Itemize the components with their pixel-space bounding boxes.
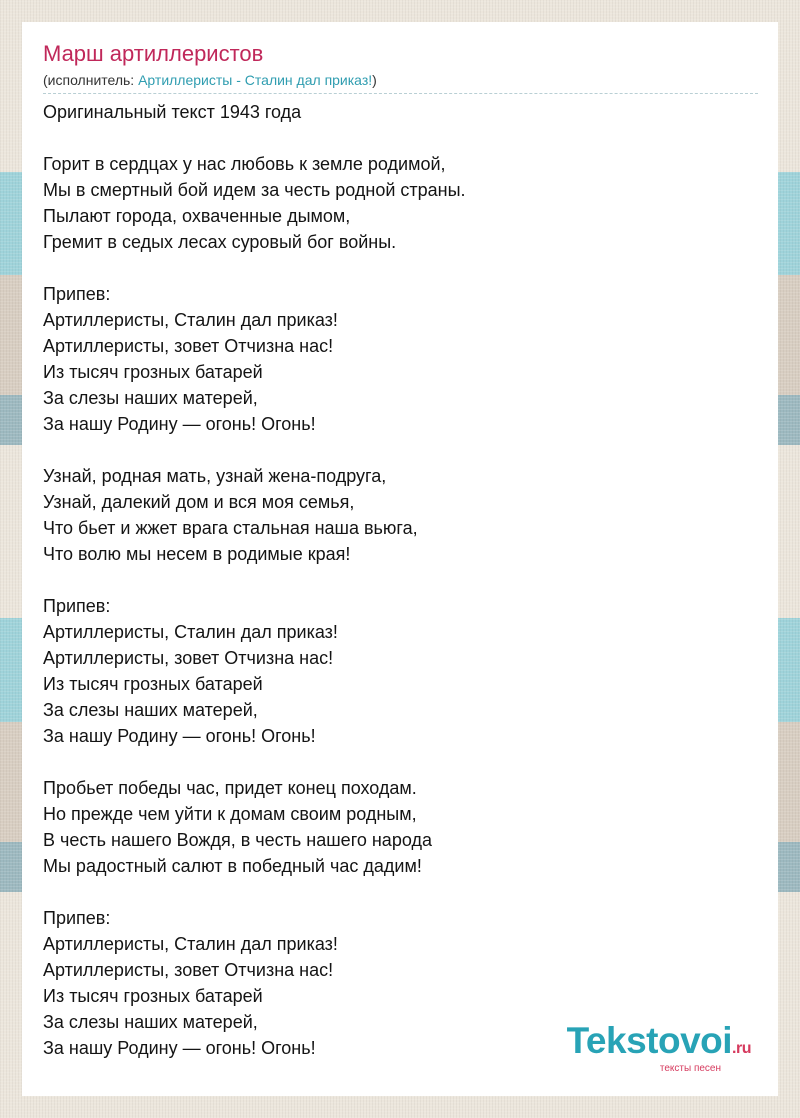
lyric-line: Из тысяч грозных батарей <box>43 362 263 382</box>
logo-main-text: Tekstovoi <box>566 1020 733 1061</box>
lyric-line: За слезы наших матерей, <box>43 388 258 408</box>
stanza-gap <box>43 749 758 775</box>
stanza-gap <box>43 125 758 151</box>
lyrics-card <box>22 22 778 1096</box>
stanza-gap <box>43 255 758 281</box>
lyric-line: За нашу Родину — огонь! Огонь! <box>43 726 316 746</box>
stanza-gap <box>43 567 758 593</box>
lyric-line: Из тысяч грозных батарей <box>43 986 263 1006</box>
header-divider <box>43 93 758 94</box>
logo-ru-text: .ru <box>732 1040 751 1057</box>
performer-suffix: ) <box>372 72 377 88</box>
stanza-gap <box>43 879 758 905</box>
lyric-line: За слезы наших матерей, <box>43 1012 258 1032</box>
lyric-line: Припев: <box>43 596 111 616</box>
lyric-line: Припев: <box>43 284 111 304</box>
lyric-line: Артиллеристы, Сталин дал приказ! <box>43 310 338 330</box>
lyric-line: Артиллеристы, Сталин дал приказ! <box>43 622 338 642</box>
stanza-gap <box>43 437 758 463</box>
lyric-line: Из тысяч грозных батарей <box>43 674 263 694</box>
lyric-line: Пылают города, охваченные дымом, <box>43 206 351 226</box>
lyric-line: Припев: <box>43 908 111 928</box>
lyric-line: В честь нашего Вождя, в честь нашего народа <box>43 830 432 850</box>
lyric-line: Узнай, родная мать, узнай жена-подруга, <box>43 466 387 486</box>
performer-link[interactable]: Артиллеристы - Сталин дал приказ! <box>138 72 373 88</box>
performer-info <box>43 70 758 90</box>
lyrics-text <box>43 99 758 1061</box>
lyric-line: Артиллеристы, зовет Отчизна нас! <box>43 648 334 668</box>
logo-wordmark <box>566 1020 751 1067</box>
lyric-line: Артиллеристы, зовет Отчизна нас! <box>43 336 334 356</box>
tekstovoi-logo[interactable] <box>566 1020 751 1074</box>
logo-tagline: тексты песен <box>659 1063 721 1074</box>
lyric-line: Что бьет и жжет врага стальная наша вьюга, <box>43 518 418 538</box>
lyric-line: Пробьет победы час, придет конец походам. <box>43 778 417 798</box>
lyric-line: Узнай, далекий дом и вся моя семья, <box>43 492 355 512</box>
lyric-line: За нашу Родину — огонь! Огонь! <box>43 1038 316 1058</box>
lyric-line: Артиллеристы, зовет Отчизна нас! <box>43 960 334 980</box>
lyric-line: За нашу Родину — огонь! Огонь! <box>43 414 316 434</box>
lyric-line: Мы в смертный бой идем за честь родной страны. <box>43 180 466 200</box>
lyric-line: Горит в сердцах у нас любовь к земле родимой, <box>43 154 446 174</box>
lyric-line: Что волю мы несем в родимые края! <box>43 544 351 564</box>
lyric-line: Оригинальный текст 1943 года <box>43 102 302 122</box>
lyric-line: Мы радостный салют в победный час дадим! <box>43 856 422 876</box>
song-title: Марш артиллеристов <box>43 41 264 66</box>
lyric-line: За слезы наших матерей, <box>43 700 258 720</box>
lyric-line: Но прежде чем уйти к домам своим родным, <box>43 804 417 824</box>
lyric-line: Артиллеристы, Сталин дал приказ! <box>43 934 338 954</box>
performer-prefix: (исполнитель: <box>43 72 139 88</box>
lyric-line: Гремит в седых лесах суровый бог войны. <box>43 232 397 252</box>
